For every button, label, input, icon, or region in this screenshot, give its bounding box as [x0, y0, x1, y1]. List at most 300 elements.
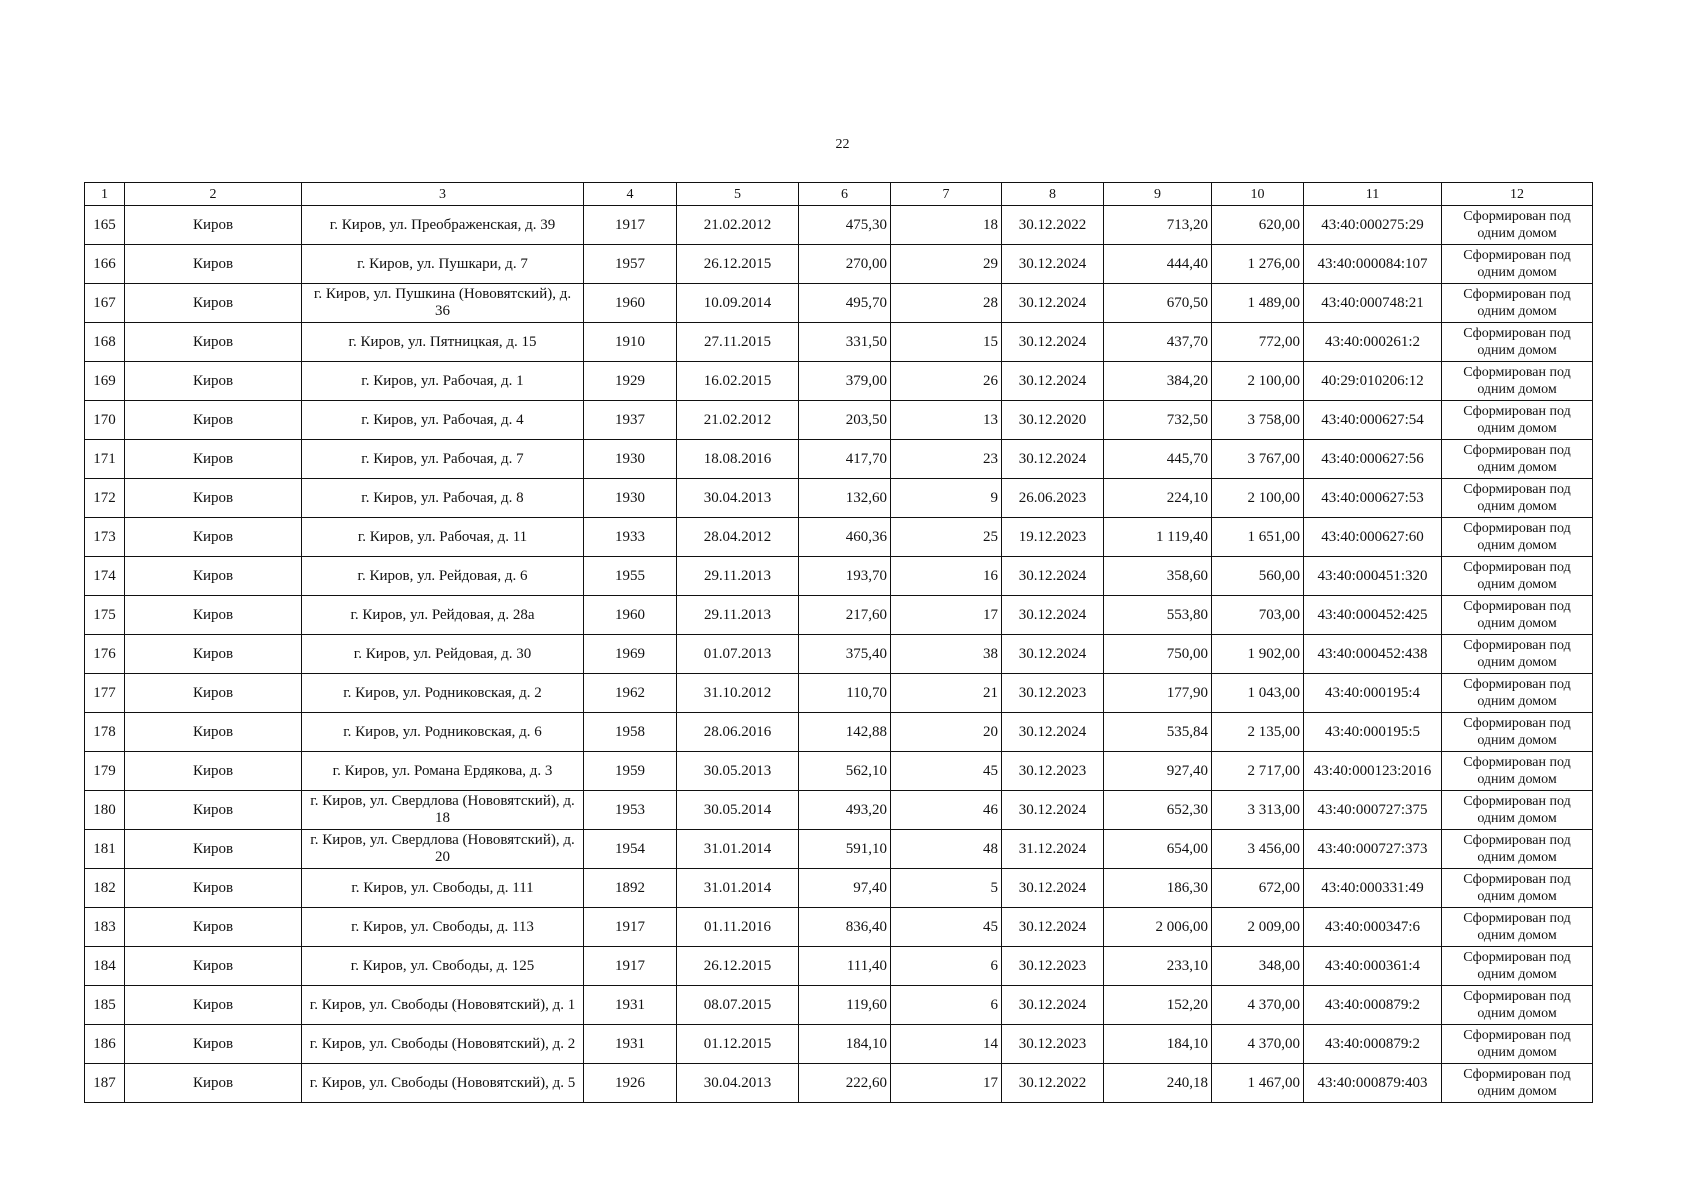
date-cell: 16.02.2015 — [677, 362, 799, 401]
land-area-cell: 2 009,00 — [1212, 908, 1304, 947]
date-cell: 19.12.2023 — [1002, 518, 1104, 557]
cadastral-number-cell: 43:40:000627:53 — [1304, 479, 1442, 518]
land-area-cell: 3 758,00 — [1212, 401, 1304, 440]
area-cell: 358,60 — [1104, 557, 1212, 596]
column-header: 1 — [85, 183, 125, 206]
count-cell: 48 — [891, 830, 1002, 869]
count-cell: 38 — [891, 635, 1002, 674]
table-row — [85, 557, 1593, 596]
status-cell: Сформирован под одним домом — [1442, 479, 1593, 518]
date-cell: 30.12.2023 — [1002, 752, 1104, 791]
column-header: 7 — [891, 183, 1002, 206]
year-built-cell: 1933 — [584, 518, 677, 557]
year-built-cell: 1953 — [584, 791, 677, 830]
table-row — [85, 869, 1593, 908]
table-row — [85, 596, 1593, 635]
area-cell: 445,70 — [1104, 440, 1212, 479]
table-row — [85, 1064, 1593, 1103]
address-cell: г. Киров, ул. Рейдовая, д. 30 — [302, 635, 584, 674]
row-number-cell: 169 — [85, 362, 125, 401]
year-built-cell: 1931 — [584, 986, 677, 1025]
registry-body — [85, 206, 1593, 1103]
status-cell: Сформирован под одним домом — [1442, 752, 1593, 791]
date-cell: 29.11.2013 — [677, 596, 799, 635]
locality-cell: Киров — [125, 947, 302, 986]
locality-cell: Киров — [125, 479, 302, 518]
status-cell: Сформирован под одним домом — [1442, 557, 1593, 596]
area-cell: 670,50 — [1104, 284, 1212, 323]
column-header: 5 — [677, 183, 799, 206]
area-cell: 493,20 — [799, 791, 891, 830]
table-row — [85, 479, 1593, 518]
status-cell: Сформирован под одним домом — [1442, 1064, 1593, 1103]
date-cell: 18.08.2016 — [677, 440, 799, 479]
row-number-cell: 178 — [85, 713, 125, 752]
year-built-cell: 1926 — [584, 1064, 677, 1103]
table-row — [85, 986, 1593, 1025]
date-cell: 30.12.2024 — [1002, 908, 1104, 947]
row-number-cell: 165 — [85, 206, 125, 245]
status-cell: Сформирован под одним домом — [1442, 791, 1593, 830]
year-built-cell: 1954 — [584, 830, 677, 869]
locality-cell: Киров — [125, 596, 302, 635]
locality-cell: Киров — [125, 1064, 302, 1103]
row-number-cell: 182 — [85, 869, 125, 908]
date-cell: 30.12.2024 — [1002, 596, 1104, 635]
status-cell: Сформирован под одним домом — [1442, 284, 1593, 323]
date-cell: 30.12.2024 — [1002, 713, 1104, 752]
count-cell: 6 — [891, 947, 1002, 986]
land-area-cell: 1 489,00 — [1212, 284, 1304, 323]
date-cell: 30.05.2014 — [677, 791, 799, 830]
date-cell: 01.12.2015 — [677, 1025, 799, 1064]
land-area-cell: 1 043,00 — [1212, 674, 1304, 713]
cadastral-number-cell: 40:29:010206:12 — [1304, 362, 1442, 401]
area-cell: 379,00 — [799, 362, 891, 401]
locality-cell: Киров — [125, 908, 302, 947]
land-area-cell: 3 767,00 — [1212, 440, 1304, 479]
year-built-cell: 1959 — [584, 752, 677, 791]
housing-registry-table — [84, 182, 1593, 1103]
cadastral-number-cell: 43:40:000084:107 — [1304, 245, 1442, 284]
area-cell: 203,50 — [799, 401, 891, 440]
count-cell: 23 — [891, 440, 1002, 479]
cadastral-number-cell: 43:40:000727:375 — [1304, 791, 1442, 830]
area-cell: 186,30 — [1104, 869, 1212, 908]
date-cell: 30.12.2020 — [1002, 401, 1104, 440]
area-cell: 152,20 — [1104, 986, 1212, 1025]
cadastral-number-cell: 43:40:000261:2 — [1304, 323, 1442, 362]
cadastral-number-cell: 43:40:000331:49 — [1304, 869, 1442, 908]
table-row — [85, 440, 1593, 479]
row-number-cell: 175 — [85, 596, 125, 635]
address-cell: г. Киров, ул. Пушкина (Нововятский), д. 36 — [302, 284, 584, 323]
table-row — [85, 362, 1593, 401]
land-area-cell: 703,00 — [1212, 596, 1304, 635]
area-cell: 270,00 — [799, 245, 891, 284]
area-cell: 233,10 — [1104, 947, 1212, 986]
date-cell: 31.01.2014 — [677, 830, 799, 869]
date-cell: 31.12.2024 — [1002, 830, 1104, 869]
column-header: 2 — [125, 183, 302, 206]
year-built-cell: 1910 — [584, 323, 677, 362]
count-cell: 21 — [891, 674, 1002, 713]
land-area-cell: 4 370,00 — [1212, 986, 1304, 1025]
date-cell: 26.12.2015 — [677, 245, 799, 284]
area-cell: 110,70 — [799, 674, 891, 713]
date-cell: 28.04.2012 — [677, 518, 799, 557]
row-number-cell: 177 — [85, 674, 125, 713]
date-cell: 30.04.2013 — [677, 479, 799, 518]
year-built-cell: 1929 — [584, 362, 677, 401]
locality-cell: Киров — [125, 362, 302, 401]
row-number-cell: 186 — [85, 1025, 125, 1064]
area-cell: 654,00 — [1104, 830, 1212, 869]
status-cell: Сформирован под одним домом — [1442, 674, 1593, 713]
address-cell: г. Киров, ул. Родниковская, д. 6 — [302, 713, 584, 752]
date-cell: 26.06.2023 — [1002, 479, 1104, 518]
table-row — [85, 752, 1593, 791]
address-cell: г. Киров, ул. Рейдовая, д. 6 — [302, 557, 584, 596]
land-area-cell: 620,00 — [1212, 206, 1304, 245]
table-row — [85, 635, 1593, 674]
area-cell: 375,40 — [799, 635, 891, 674]
cadastral-number-cell: 43:40:000361:4 — [1304, 947, 1442, 986]
date-cell: 30.12.2024 — [1002, 986, 1104, 1025]
date-cell: 30.12.2023 — [1002, 674, 1104, 713]
area-cell: 193,70 — [799, 557, 891, 596]
table-row — [85, 323, 1593, 362]
address-cell: г. Киров, ул. Свободы, д. 111 — [302, 869, 584, 908]
table-row — [85, 830, 1593, 869]
page-number: 22 — [835, 137, 850, 152]
locality-cell: Киров — [125, 635, 302, 674]
area-cell: 97,40 — [799, 869, 891, 908]
land-area-cell: 2 717,00 — [1212, 752, 1304, 791]
cadastral-number-cell: 43:40:000627:56 — [1304, 440, 1442, 479]
land-area-cell: 1 651,00 — [1212, 518, 1304, 557]
date-cell: 30.12.2022 — [1002, 206, 1104, 245]
table-row — [85, 245, 1593, 284]
cadastral-number-cell: 43:40:000452:425 — [1304, 596, 1442, 635]
locality-cell: Киров — [125, 869, 302, 908]
area-cell: 495,70 — [799, 284, 891, 323]
date-cell: 30.12.2024 — [1002, 440, 1104, 479]
locality-cell: Киров — [125, 752, 302, 791]
date-cell: 26.12.2015 — [677, 947, 799, 986]
area-cell: 222,60 — [799, 1064, 891, 1103]
area-cell: 184,10 — [799, 1025, 891, 1064]
row-number-cell: 172 — [85, 479, 125, 518]
area-cell: 553,80 — [1104, 596, 1212, 635]
area-cell: 384,20 — [1104, 362, 1212, 401]
status-cell: Сформирован под одним домом — [1442, 596, 1593, 635]
year-built-cell: 1930 — [584, 440, 677, 479]
area-cell: 444,40 — [1104, 245, 1212, 284]
area-cell: 132,60 — [799, 479, 891, 518]
year-built-cell: 1960 — [584, 284, 677, 323]
table-row — [85, 206, 1593, 245]
column-header: 6 — [799, 183, 891, 206]
count-cell: 5 — [891, 869, 1002, 908]
address-cell: г. Киров, ул. Пушкари, д. 7 — [302, 245, 584, 284]
address-cell: г. Киров, ул. Рабочая, д. 4 — [302, 401, 584, 440]
count-cell: 25 — [891, 518, 1002, 557]
cadastral-number-cell: 43:40:000727:373 — [1304, 830, 1442, 869]
year-built-cell: 1917 — [584, 908, 677, 947]
status-cell: Сформирован под одним домом — [1442, 635, 1593, 674]
year-built-cell: 1892 — [584, 869, 677, 908]
area-cell: 240,18 — [1104, 1064, 1212, 1103]
date-cell: 01.11.2016 — [677, 908, 799, 947]
column-header: 3 — [302, 183, 584, 206]
table-row — [85, 518, 1593, 557]
table-row — [85, 908, 1593, 947]
status-cell: Сформирован под одним домом — [1442, 323, 1593, 362]
area-cell: 652,30 — [1104, 791, 1212, 830]
status-cell: Сформирован под одним домом — [1442, 440, 1593, 479]
date-cell: 30.12.2024 — [1002, 323, 1104, 362]
row-number-cell: 185 — [85, 986, 125, 1025]
row-number-cell: 168 — [85, 323, 125, 362]
area-cell: 732,50 — [1104, 401, 1212, 440]
locality-cell: Киров — [125, 323, 302, 362]
column-header: 12 — [1442, 183, 1593, 206]
land-area-cell: 2 100,00 — [1212, 362, 1304, 401]
address-cell: г. Киров, ул. Рабочая, д. 8 — [302, 479, 584, 518]
date-cell: 21.02.2012 — [677, 401, 799, 440]
row-number-cell: 167 — [85, 284, 125, 323]
locality-cell: Киров — [125, 401, 302, 440]
count-cell: 26 — [891, 362, 1002, 401]
area-cell: 184,10 — [1104, 1025, 1212, 1064]
row-number-cell: 171 — [85, 440, 125, 479]
locality-cell: Киров — [125, 284, 302, 323]
area-cell: 535,84 — [1104, 713, 1212, 752]
address-cell: г. Киров, ул. Пятницкая, д. 15 — [302, 323, 584, 362]
count-cell: 14 — [891, 1025, 1002, 1064]
status-cell: Сформирован под одним домом — [1442, 362, 1593, 401]
date-cell: 30.05.2013 — [677, 752, 799, 791]
table-row — [85, 401, 1593, 440]
area-cell: 836,40 — [799, 908, 891, 947]
land-area-cell: 1 467,00 — [1212, 1064, 1304, 1103]
address-cell: г. Киров, ул. Свободы, д. 125 — [302, 947, 584, 986]
area-cell: 417,70 — [799, 440, 891, 479]
area-cell: 591,10 — [799, 830, 891, 869]
date-cell: 30.04.2013 — [677, 1064, 799, 1103]
date-cell: 30.12.2024 — [1002, 869, 1104, 908]
land-area-cell: 772,00 — [1212, 323, 1304, 362]
land-area-cell: 3 313,00 — [1212, 791, 1304, 830]
status-cell: Сформирован под одним домом — [1442, 245, 1593, 284]
date-cell: 30.12.2024 — [1002, 557, 1104, 596]
year-built-cell: 1930 — [584, 479, 677, 518]
row-number-cell: 184 — [85, 947, 125, 986]
table-row — [85, 713, 1593, 752]
count-cell: 28 — [891, 284, 1002, 323]
cadastral-number-cell: 43:40:000275:29 — [1304, 206, 1442, 245]
area-cell: 475,30 — [799, 206, 891, 245]
column-header: 8 — [1002, 183, 1104, 206]
land-area-cell: 560,00 — [1212, 557, 1304, 596]
area-cell: 713,20 — [1104, 206, 1212, 245]
date-cell: 30.12.2023 — [1002, 947, 1104, 986]
address-cell: г. Киров, ул. Преображенская, д. 39 — [302, 206, 584, 245]
cadastral-number-cell: 43:40:000452:438 — [1304, 635, 1442, 674]
date-cell: 28.06.2016 — [677, 713, 799, 752]
land-area-cell: 4 370,00 — [1212, 1025, 1304, 1064]
column-header: 9 — [1104, 183, 1212, 206]
row-number-cell: 179 — [85, 752, 125, 791]
address-cell: г. Киров, ул. Свердлова (Нововятский), д. 20 — [302, 830, 584, 869]
column-number-row — [85, 183, 1593, 206]
count-cell: 6 — [891, 986, 1002, 1025]
date-cell: 30.12.2024 — [1002, 791, 1104, 830]
status-cell: Сформирован под одним домом — [1442, 518, 1593, 557]
land-area-cell: 1 276,00 — [1212, 245, 1304, 284]
date-cell: 30.12.2023 — [1002, 1025, 1104, 1064]
area-cell: 224,10 — [1104, 479, 1212, 518]
row-number-cell: 166 — [85, 245, 125, 284]
year-built-cell: 1931 — [584, 1025, 677, 1064]
row-number-cell: 173 — [85, 518, 125, 557]
year-built-cell: 1958 — [584, 713, 677, 752]
row-number-cell: 174 — [85, 557, 125, 596]
table-row — [85, 1025, 1593, 1064]
row-number-cell: 180 — [85, 791, 125, 830]
cadastral-number-cell: 43:40:000627:60 — [1304, 518, 1442, 557]
status-cell: Сформирован под одним домом — [1442, 830, 1593, 869]
address-cell: г. Киров, ул. Рабочая, д. 1 — [302, 362, 584, 401]
address-cell: г. Киров, ул. Рабочая, д. 11 — [302, 518, 584, 557]
column-header: 11 — [1304, 183, 1442, 206]
date-cell: 30.12.2024 — [1002, 362, 1104, 401]
land-area-cell: 1 902,00 — [1212, 635, 1304, 674]
status-cell: Сформирован под одним домом — [1442, 713, 1593, 752]
area-cell: 119,60 — [799, 986, 891, 1025]
address-cell: г. Киров, ул. Свердлова (Нововятский), д. 18 — [302, 791, 584, 830]
area-cell: 331,50 — [799, 323, 891, 362]
area-cell: 111,40 — [799, 947, 891, 986]
address-cell: г. Киров, ул. Свободы (Нововятский), д. 1 — [302, 986, 584, 1025]
address-cell: г. Киров, ул. Свободы (Нововятский), д. 2 — [302, 1025, 584, 1064]
count-cell: 45 — [891, 752, 1002, 791]
year-built-cell: 1962 — [584, 674, 677, 713]
count-cell: 18 — [891, 206, 1002, 245]
date-cell: 30.12.2022 — [1002, 1064, 1104, 1103]
date-cell: 30.12.2024 — [1002, 284, 1104, 323]
area-cell: 927,40 — [1104, 752, 1212, 791]
land-area-cell: 2 135,00 — [1212, 713, 1304, 752]
table-row — [85, 284, 1593, 323]
year-built-cell: 1937 — [584, 401, 677, 440]
row-number-cell: 187 — [85, 1064, 125, 1103]
cadastral-number-cell: 43:40:000347:6 — [1304, 908, 1442, 947]
cadastral-number-cell: 43:40:000748:21 — [1304, 284, 1442, 323]
area-cell: 2 006,00 — [1104, 908, 1212, 947]
cadastral-number-cell: 43:40:000123:2016 — [1304, 752, 1442, 791]
area-cell: 1 119,40 — [1104, 518, 1212, 557]
table-row — [85, 791, 1593, 830]
land-area-cell: 672,00 — [1212, 869, 1304, 908]
count-cell: 15 — [891, 323, 1002, 362]
column-header: 10 — [1212, 183, 1304, 206]
date-cell: 10.09.2014 — [677, 284, 799, 323]
cadastral-number-cell: 43:40:000879:403 — [1304, 1064, 1442, 1103]
cadastral-number-cell: 43:40:000195:4 — [1304, 674, 1442, 713]
row-number-cell: 176 — [85, 635, 125, 674]
cadastral-number-cell: 43:40:000627:54 — [1304, 401, 1442, 440]
count-cell: 45 — [891, 908, 1002, 947]
address-cell: г. Киров, ул. Свободы, д. 113 — [302, 908, 584, 947]
locality-cell: Киров — [125, 557, 302, 596]
cadastral-number-cell: 43:40:000451:320 — [1304, 557, 1442, 596]
date-cell: 21.02.2012 — [677, 206, 799, 245]
date-cell: 31.10.2012 — [677, 674, 799, 713]
area-cell: 217,60 — [799, 596, 891, 635]
count-cell: 46 — [891, 791, 1002, 830]
land-area-cell: 3 456,00 — [1212, 830, 1304, 869]
locality-cell: Киров — [125, 206, 302, 245]
row-number-cell: 181 — [85, 830, 125, 869]
count-cell: 29 — [891, 245, 1002, 284]
locality-cell: Киров — [125, 830, 302, 869]
area-cell: 750,00 — [1104, 635, 1212, 674]
status-cell: Сформирован под одним домом — [1442, 986, 1593, 1025]
area-cell: 562,10 — [799, 752, 891, 791]
area-cell: 437,70 — [1104, 323, 1212, 362]
year-built-cell: 1955 — [584, 557, 677, 596]
table-row — [85, 947, 1593, 986]
cadastral-number-cell: 43:40:000195:5 — [1304, 713, 1442, 752]
status-cell: Сформирован под одним домом — [1442, 1025, 1593, 1064]
locality-cell: Киров — [125, 791, 302, 830]
status-cell: Сформирован под одним домом — [1442, 869, 1593, 908]
count-cell: 9 — [891, 479, 1002, 518]
date-cell: 08.07.2015 — [677, 986, 799, 1025]
cadastral-number-cell: 43:40:000879:2 — [1304, 986, 1442, 1025]
status-cell: Сформирован под одним домом — [1442, 947, 1593, 986]
count-cell: 20 — [891, 713, 1002, 752]
status-cell: Сформирован под одним домом — [1442, 908, 1593, 947]
status-cell: Сформирован под одним домом — [1442, 401, 1593, 440]
locality-cell: Киров — [125, 713, 302, 752]
address-cell: г. Киров, ул. Романа Ердякова, д. 3 — [302, 752, 584, 791]
status-cell: Сформирован под одним домом — [1442, 206, 1593, 245]
year-built-cell: 1960 — [584, 596, 677, 635]
area-cell: 177,90 — [1104, 674, 1212, 713]
date-cell: 30.12.2024 — [1002, 245, 1104, 284]
locality-cell: Киров — [125, 1025, 302, 1064]
address-cell: г. Киров, ул. Родниковская, д. 2 — [302, 674, 584, 713]
date-cell: 29.11.2013 — [677, 557, 799, 596]
date-cell: 30.12.2024 — [1002, 635, 1104, 674]
locality-cell: Киров — [125, 674, 302, 713]
cadastral-number-cell: 43:40:000879:2 — [1304, 1025, 1442, 1064]
column-header: 4 — [584, 183, 677, 206]
date-cell: 31.01.2014 — [677, 869, 799, 908]
year-built-cell: 1917 — [584, 206, 677, 245]
table-row — [85, 674, 1593, 713]
row-number-cell: 170 — [85, 401, 125, 440]
count-cell: 16 — [891, 557, 1002, 596]
year-built-cell: 1957 — [584, 245, 677, 284]
land-area-cell: 348,00 — [1212, 947, 1304, 986]
count-cell: 17 — [891, 1064, 1002, 1103]
locality-cell: Киров — [125, 986, 302, 1025]
address-cell: г. Киров, ул. Рейдовая, д. 28а — [302, 596, 584, 635]
